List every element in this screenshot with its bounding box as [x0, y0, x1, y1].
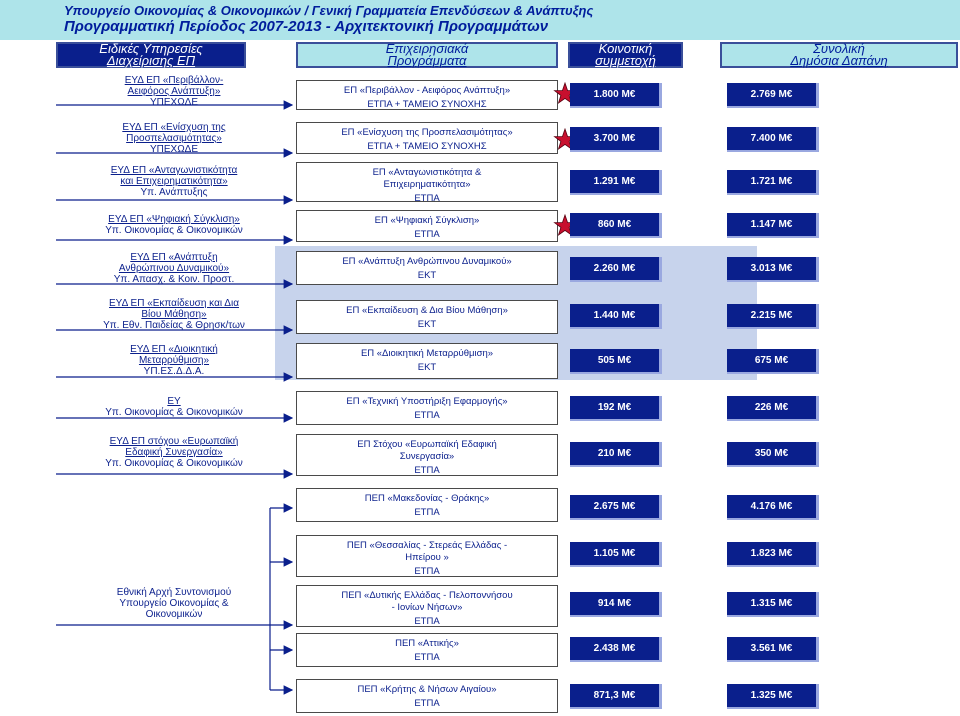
col-header-eu-contribution: Κοινοτική συμμετοχή: [568, 42, 683, 68]
public-expenditure-value: 7.400 Μ€: [727, 127, 819, 152]
programme-box: ΠΕΠ «Δυτικής Ελλάδας - Πελοποννήσου - Ιονίων Νήσων» ΕΤΠΑ: [296, 585, 558, 627]
national-coordination-authority: Εθνική Αρχή Συντονισμού Υπουργείο Οικονομίας & Οικονομικών: [116, 587, 232, 620]
eu-contribution-value: 2.260 Μ€: [570, 257, 662, 282]
programme-box: ΕΠ «Εκπαίδευση & Δια Βίου Μάθηση» ΕΚΤ: [296, 300, 558, 334]
public-expenditure-value: 350 Μ€: [727, 442, 819, 467]
header-ministry: Υπουργείο Οικονομίας & Οικονομικών / Γενική Γραμματεία Επενδύσεων & Ανάπτυξης: [64, 3, 594, 18]
eu-contribution-value: 2.438 Μ€: [570, 637, 662, 662]
public-expenditure-value: 1.325 Μ€: [727, 684, 819, 709]
public-expenditure-value: 4.176 Μ€: [727, 495, 819, 520]
public-expenditure-value: 2.769 Μ€: [727, 83, 819, 108]
programme-box: ΕΠ «Τεχνική Υποστήριξη Εφαρμογής» ΕΤΠΑ: [296, 391, 558, 425]
programme-box: ΠΕΠ «Αττικής» ΕΤΠΑ: [296, 633, 558, 667]
managing-authority: ΕΥΔ ΕΠ «Περιβάλλον- Αειφόρος Ανάπτυξη» ΥΠΕΧΩΔΕ: [124, 75, 224, 108]
eu-contribution-value: 505 Μ€: [570, 349, 662, 374]
programme-box: ΕΠ «Περιβάλλον - Αειφόρος Ανάπτυξη» ΕΤΠΑ + ΤΑΜΕΙΟ ΣΥΝΟΧΗΣ: [296, 80, 558, 110]
managing-authority: ΕΥΔ ΕΠ «Ανταγωνιστικότητα και Επιχειρηματικότητα» Υπ. Ανάπτυξης: [110, 165, 238, 198]
eu-contribution-value: 210 Μ€: [570, 442, 662, 467]
eu-contribution-value: 914 Μ€: [570, 592, 662, 617]
public-expenditure-value: 1.721 Μ€: [727, 170, 819, 195]
programme-box: ΕΠ «Ανταγωνιστικότητα & Επιχειρηματικότητα» ΕΤΠΑ: [296, 162, 558, 202]
programme-box: ΠΕΠ «Κρήτης & Νήσων Αιγαίου» ΕΤΠΑ: [296, 679, 558, 713]
eu-contribution-value: 860 Μ€: [570, 213, 662, 238]
managing-authority: ΕΥΔ ΕΠ «Ανάπτυξη Ανθρώπινου Δυναμικού» Υπ. Απασχ. & Κοιν. Προστ.: [113, 252, 235, 285]
eu-contribution-value: 3.700 Μ€: [570, 127, 662, 152]
programme-box: ΕΠ «Διοικητική Μεταρρύθμιση» ΕΚΤ: [296, 343, 558, 379]
public-expenditure-value: 2.215 Μ€: [727, 304, 819, 329]
managing-authority: ΕΥΔ ΕΠ «Διοικητική Μεταρρύθμιση» ΥΠ.ΕΣ.Δ.Δ.Α.: [130, 344, 218, 377]
programme-box: ΠΕΠ «Μακεδονίας - Θράκης» ΕΤΠΑ: [296, 488, 558, 522]
managing-authority: ΕΥ Υπ. Οικονομίας & Οικονομικών: [105, 396, 243, 418]
public-expenditure-value: 3.561 Μ€: [727, 637, 819, 662]
programme-box: ΕΠ «Ανάπτυξη Ανθρώπινου Δυναμικού» ΕΚΤ: [296, 251, 558, 285]
managing-authority: ΕΥΔ ΕΠ στόχου «Ευρωπαϊκή Εδαφική Συνεργασία» Υπ. Οικονομίας & Οικονομικών: [105, 436, 243, 469]
programme-box: ΕΠ Στόχου «Ευρωπαϊκή Εδαφική Συνεργασία» ΕΤΠΑ: [296, 434, 558, 476]
programme-box: ΠΕΠ «Θεσσαλίας - Στερεάς Ελλάδας - Ηπείρου » ΕΤΠΑ: [296, 535, 558, 577]
public-expenditure-value: 1.315 Μ€: [727, 592, 819, 617]
eu-contribution-value: 871,3 Μ€: [570, 684, 662, 709]
public-expenditure-value: 3.013 Μ€: [727, 257, 819, 282]
eu-contribution-value: 2.675 Μ€: [570, 495, 662, 520]
eu-contribution-value: 1.440 Μ€: [570, 304, 662, 329]
programme-box: ΕΠ «Ενίσχυση της Προσπελασιμότητας» ΕΤΠΑ + ΤΑΜΕΙΟ ΣΥΝΟΧΗΣ: [296, 122, 558, 154]
public-expenditure-value: 1.823 Μ€: [727, 542, 819, 567]
public-expenditure-value: 226 Μ€: [727, 396, 819, 421]
eu-contribution-value: 192 Μ€: [570, 396, 662, 421]
public-expenditure-value: 675 Μ€: [727, 349, 819, 374]
public-expenditure-value: 1.147 Μ€: [727, 213, 819, 238]
header-period: Προγραμματική Περίοδος 2007-2013 - Αρχιτεκτονική Προγραμμάτων: [64, 18, 549, 35]
col-header-public-expenditure: Συνολική Δημόσια Δαπάνη: [720, 42, 958, 68]
managing-authority: ΕΥΔ ΕΠ «Ενίσχυση της Προσπελασιμότητας» ΥΠΕΧΩΔΕ: [122, 122, 226, 155]
managing-authority: ΕΥΔ ΕΠ «Ψηφιακή Σύγκλιση» Υπ. Οικονομίας & Οικονομικών: [105, 214, 243, 236]
eu-contribution-value: 1.800 Μ€: [570, 83, 662, 108]
col-header-managing-authorities: Ειδικές Υπηρεσίες Διαχείρισης ΕΠ: [56, 42, 246, 68]
eu-contribution-value: 1.105 Μ€: [570, 542, 662, 567]
col-header-programmes: Επιχειρησιακά Προγράμματα: [296, 42, 558, 68]
managing-authority: ΕΥΔ ΕΠ «Εκπαίδευση και Δια Βίου Μάθηση» Υπ. Εθν. Παιδείας & Θρησκ/των: [103, 298, 245, 331]
programme-box: ΕΠ «Ψηφιακή Σύγκλιση» ΕΤΠΑ: [296, 210, 558, 242]
eu-contribution-value: 1.291 Μ€: [570, 170, 662, 195]
